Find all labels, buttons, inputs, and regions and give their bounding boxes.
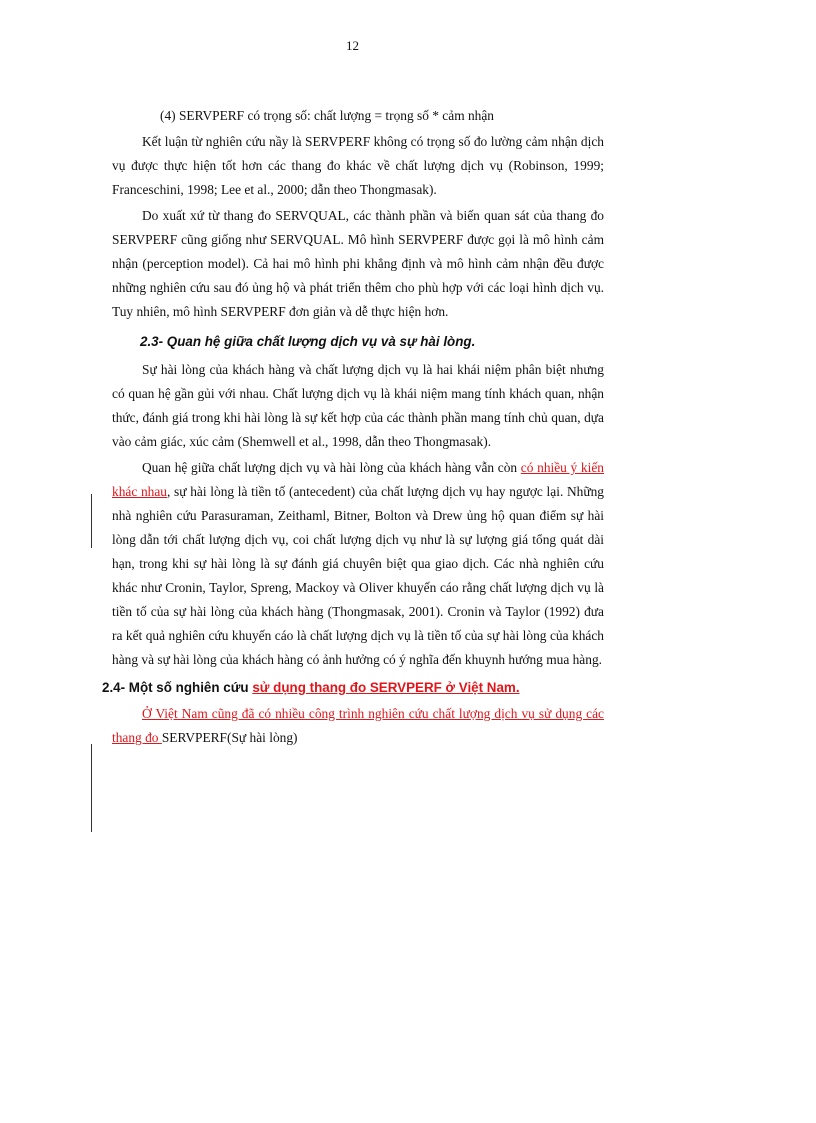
paragraph-relationship-text-1: Quan hệ giữa chất lượng dịch vụ và hài lòng của khách hàng vẫn còn: [142, 460, 521, 475]
section-heading-2-3: 2.3- Quan hệ giữa chất lượng dịch vụ và sự hài lòng.: [140, 334, 476, 349]
paragraph-vietnam-tracked: Ở Việt Nam cũng đã có nhiều công trình nghiên cứu chất lượng dịch vụ sử dụng các thang đo: [112, 706, 604, 745]
paragraph-satisfaction-quality: Sự hài lòng của khách hàng và chất lượng dịch vụ là hai khái niệm phân biệt nhưng có quan hệ gần gủi với nhau. Chất lượng dịch vụ là khái niệm mang tính khách quan, nhận thức, đánh giá trong khi hài lòng là sự kết hợp của các thành phần mang tính chủ quan, dựa vào cảm giác, xúc cảm (Shemwell et al., 1998, dẫn theo Thongmasak).: [112, 362, 604, 449]
revision-bar-1: [91, 494, 92, 548]
paragraph-vietnam-studies: [112, 702, 604, 750]
section-heading-2-4: [102, 676, 604, 700]
paragraph-servperf-origin: Do xuất xứ từ thang đo SERVQUAL, các thành phần và biến quan sát của thang đo SERVPERF cũng giống như SERVQUAL. Mô hình SERVPERF được gọi là mô hình cảm nhận (perception model). Cả hai mô hình phi khẳng định và mô hình cảm nhận đều được những nghiên cứu sau đó ủng hộ và phát triển thêm cho phù hợp với các loại hình dịch vụ. Tuy nhiên, mô hình SERVPERF đơn giản và dễ thực hiện hơn.: [112, 208, 604, 319]
paragraph-relationship: [112, 456, 604, 672]
section-heading-2-4-tracked: sử dụng thang đo SERVPERF ở Việt Nam.: [252, 680, 520, 695]
paragraph-relationship-text-2: , sự hài lòng là tiền tố (antecedent) của chất lượng dịch vụ hay ngược lại. Những nhà nghiên cứu Parasuraman, Zeithaml, Bitner, Bolton và Drew ủng hộ quan điểm sự hài lòng dẫn tới chất lượng dịch vụ, coi chất lượng dịch vụ như là sự lượng giá tổng quát dài hạn, trong khi sự hài lòng là sự đánh giá chuyên biệt qua giao dịch. Các nhà nghiên cứu khác như Cronin, Taylor, Spreng, Mackoy và Oliver khuyến cáo rằng chất lượng dịch vụ là tiền tố của sự hài lòng của khách hàng (Thongmasak, 2001). Cronin và Taylor (1992) đưa ra kết quả nghiên cứu khuyến cáo là chất lượng dịch vụ là tiền tố của sự hài lòng của khách hàng và sự hài lòng của khách hàng có ảnh hưởng có ý nghĩa đến khuynh hướng mua hàng.: [112, 484, 605, 667]
section-heading-2-4-text: 2.4- Một số nghiên cứu: [102, 680, 253, 695]
document-body: [102, 104, 605, 752]
tracked-change-insert: có nhiều ý kiến khác nhau: [112, 460, 604, 499]
page-number: 12: [346, 38, 359, 53]
formula-line: (4) SERVPERF có trọng số: chất lượng = trọng số * cảm nhận: [160, 108, 494, 123]
paragraph-conclusion: Kết luận từ nghiên cứu nầy là SERVPERF không có trọng số đo lường cảm nhận dịch vụ được thực hiện tốt hơn các thang đo khác về chất lượng dịch vụ (Robinson, 1999; Franceschini, 1998; Lee et al., 2000; dẫn theo Thongmasak).: [112, 134, 604, 197]
revision-bar-2: [91, 744, 92, 832]
paragraph-vietnam-text: SERVPERF(Sự hài lòng): [161, 730, 298, 745]
